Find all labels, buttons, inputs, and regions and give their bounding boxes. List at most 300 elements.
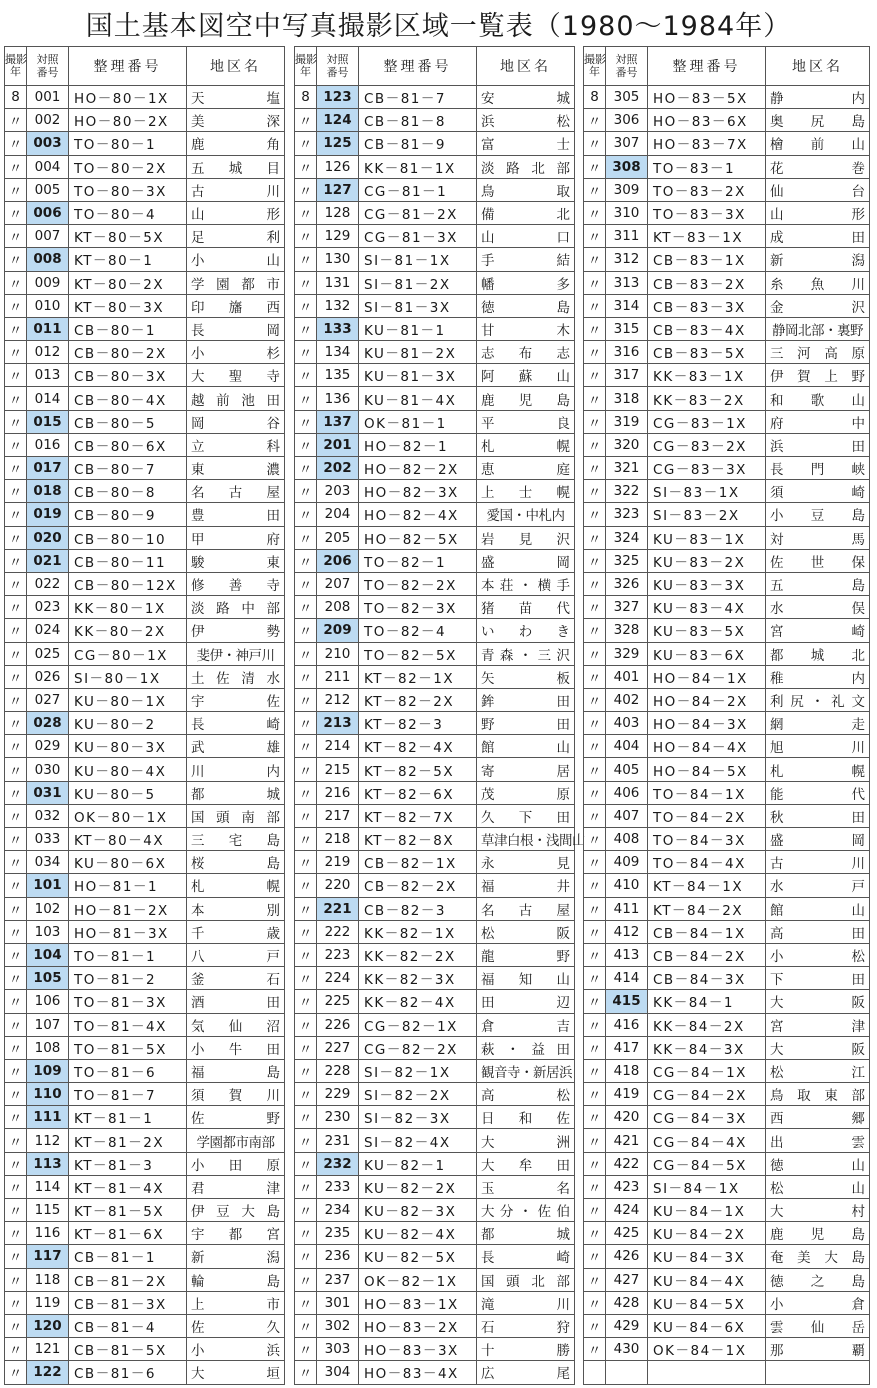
cell-target-number: 403 [606,712,648,735]
cell-year: 〃 [295,457,317,480]
table-row [584,1245,870,1268]
cell-code: TO－81－2 [69,967,187,990]
cell-target-number: 219 [317,851,359,874]
cell-code: TO－80－2X [69,155,187,178]
cell-year: 〃 [584,109,606,132]
cell-code: HO－81－3X [69,920,187,943]
cell-target-number: 326 [606,572,648,595]
cell-year: 〃 [5,688,27,711]
cell-area: 鳥取東部 [766,1083,870,1106]
cell-area: いわき [477,619,575,642]
table-row [584,1314,870,1337]
table-row [584,1152,870,1175]
table-row [584,735,870,758]
cell-year: 〃 [584,1175,606,1198]
table-row [5,271,285,294]
cell-area: 新潟 [766,248,870,271]
table-row [584,155,870,178]
cell-year: 〃 [295,1059,317,1082]
cell-target-number: 207 [317,572,359,595]
cell-target-number: 134 [317,341,359,364]
cell-target-number: 119 [27,1291,69,1314]
cell-year: 〃 [584,317,606,340]
cell-target-number: 133 [317,317,359,340]
cell-year: 〃 [584,1291,606,1314]
cell-year: 〃 [5,294,27,317]
cell-code: CB－80－2X [69,341,187,364]
cell-code: KT－82－3 [359,712,477,735]
table-row [5,86,285,109]
cell-year: 〃 [5,1291,27,1314]
table-row [295,225,575,248]
table-block-3 [583,46,870,1385]
cell-target-number: 232 [317,1152,359,1175]
cell-area: 仙台 [766,178,870,201]
cell-target-number: 001 [27,86,69,109]
table-row [295,364,575,387]
cell-target-number: 137 [317,410,359,433]
cell-target-number: 124 [317,109,359,132]
cell-year: 〃 [295,549,317,572]
cell-year: 〃 [295,619,317,642]
cell-area: 西郷 [766,1106,870,1129]
table-row [584,364,870,387]
table-row [5,1361,285,1384]
cell-target-number: 229 [317,1083,359,1106]
table-row [295,920,575,943]
cell-code: KK－83－1X [648,364,766,387]
cell-year: 〃 [295,804,317,827]
cell-area: 鹿児島 [477,387,575,410]
table-row [5,712,285,735]
cell-target-number: 429 [606,1314,648,1337]
cell-year: 〃 [295,665,317,688]
cell-code: TO－80－1 [69,132,187,155]
cell-target-number: 315 [606,317,648,340]
cell-code: KU－84－6X [648,1314,766,1337]
cell-area: 奄美大島 [766,1245,870,1268]
cell-year: 〃 [5,271,27,294]
cell-code: HO－83－1X [359,1291,477,1314]
cell-year: 〃 [5,1338,27,1361]
cell-target-number: 018 [27,480,69,503]
table-row [584,1106,870,1129]
cell-code: KU－83－1X [648,526,766,549]
header-target-number [27,47,69,86]
cell-target-number: 010 [27,294,69,317]
cell-code: TO－82－4 [359,619,477,642]
cell-target-number: 122 [27,1361,69,1384]
cell-code: TO－81－7 [69,1083,187,1106]
cell-year: 〃 [584,990,606,1013]
cell-code: CB－80－6X [69,433,187,456]
cell-code: CB－83－2X [648,271,766,294]
cell-year: 〃 [5,1106,27,1129]
cell-area: 名古屋 [187,480,285,503]
cell-target-number: 402 [606,688,648,711]
table-row [5,967,285,990]
table-row [295,178,575,201]
header-row [584,47,870,86]
cell-area: 学園都市 [187,271,285,294]
cell-target-number: 203 [317,480,359,503]
cell-year: 〃 [584,712,606,735]
cell-area: 土佐清水 [187,665,285,688]
header-area [766,47,870,86]
header-year-text: 年 [10,65,21,78]
cell-area: 網走 [766,712,870,735]
cell-year: 〃 [584,364,606,387]
table-row [584,317,870,340]
table-row [295,642,575,665]
cell-area: 桜島 [187,851,285,874]
table-row [5,109,285,132]
cell-area: 須崎 [766,480,870,503]
cell-target-number: 023 [27,596,69,619]
cell-target-number: 125 [317,132,359,155]
cell-area: 豊田 [187,503,285,526]
cell-area: 安城 [477,86,575,109]
cell-code: CG－82－2X [359,1036,477,1059]
table-row [5,1291,285,1314]
table-row [5,1013,285,1036]
table-row [584,897,870,920]
cell-code: CB－81－3X [69,1291,187,1314]
table-row [5,457,285,480]
cell-code: HO－82－2X [359,457,477,480]
cell-year: 〃 [5,201,27,224]
table-row [5,1129,285,1152]
cell-code: CB－81－7 [359,86,477,109]
cell-area: 出雲 [766,1129,870,1152]
cell-area: 山形 [187,201,285,224]
cell-code: KT－82－7X [359,804,477,827]
cell-area: 東濃 [187,457,285,480]
cell-area: 大聖寺 [187,364,285,387]
cell-area: 気仙沼 [187,1013,285,1036]
cell-code: KT－81－5X [69,1199,187,1222]
header-target-number-text: 番号 [326,66,349,79]
cell-year: 〃 [584,294,606,317]
cell-area: 滝川 [477,1291,575,1314]
cell-year: 〃 [295,178,317,201]
cell-area: 手結 [477,248,575,271]
cell-code: KT－80－5X [69,225,187,248]
cell-target-number: 413 [606,943,648,966]
cell-code: CG－84－2X [648,1083,766,1106]
cell-target-number: 209 [317,619,359,642]
cell-target-number: 113 [27,1152,69,1175]
cell-code: CB－81－8 [359,109,477,132]
table-row [584,549,870,572]
cell-target-number: 311 [606,225,648,248]
cell-area: 糸魚川 [766,271,870,294]
cell-target-number: 128 [317,201,359,224]
cell-target-number: 416 [606,1013,648,1036]
cell-target-number: 314 [606,294,648,317]
cell-code: CB－82－3 [359,897,477,920]
cell-code: KU－82－3X [359,1199,477,1222]
cell-target-number: 107 [27,1013,69,1036]
cell-area: 松江 [766,1059,870,1082]
cell-target-number: 409 [606,851,648,874]
cell-year: 〃 [295,1152,317,1175]
cell-target-number: 116 [27,1222,69,1245]
table-row [295,781,575,804]
cell-code: KU－81－1 [359,317,477,340]
table-row [584,1036,870,1059]
table-row [5,1036,285,1059]
cell-year: 〃 [295,897,317,920]
table-row [295,828,575,851]
table-row [584,804,870,827]
cell-code: CG－81－3X [359,225,477,248]
cell-area: 山形 [766,201,870,224]
table-row [295,503,575,526]
cell-year: 〃 [5,1175,27,1198]
cell-code: CB－80－3X [69,364,187,387]
cell-area: 国頭南部 [187,804,285,827]
cell-code: KT－84－1X [648,874,766,897]
header-year-text: 年 [589,65,600,78]
table-row [5,572,285,595]
cell-code: KU－80－6X [69,851,187,874]
cell-year: 〃 [584,480,606,503]
table-row [584,1361,870,1384]
cell-code: CB－80－7 [69,457,187,480]
cell-area: 鹿児島 [766,1222,870,1245]
cell-target-number: 030 [27,758,69,781]
header-row [295,47,575,86]
table-row [295,86,575,109]
cell-target-number: 120 [27,1314,69,1337]
table-row [584,248,870,271]
cell-target-number: 029 [27,735,69,758]
cell-area: 新潟 [187,1245,285,1268]
cell-code: CB－81－5X [69,1338,187,1361]
cell-area: 鉾田 [477,688,575,711]
table-row [5,178,285,201]
cell-code: SI－84－1X [648,1175,766,1198]
cell-target-number: 313 [606,271,648,294]
cell-code: CB－83－3X [648,294,766,317]
cell-year: 〃 [295,735,317,758]
cell-target-number: 127 [317,178,359,201]
cell-year: 〃 [295,851,317,874]
cell-year: 〃 [5,155,27,178]
cell-code: KK－84－1 [648,990,766,1013]
cell-year: 〃 [295,781,317,804]
table-row [584,1268,870,1291]
cell-year: 〃 [5,178,27,201]
table-row [584,109,870,132]
cell-area: 小田原 [187,1152,285,1175]
table-row [5,526,285,549]
cell-year: 〃 [584,155,606,178]
cell-target-number: 022 [27,572,69,595]
cell-target-number: 025 [27,642,69,665]
cell-code: KT－82－1X [359,665,477,688]
cell-target-number: 401 [606,665,648,688]
cell-year: 〃 [295,943,317,966]
cell-code: TO－84－2X [648,804,766,827]
cell-target-number: 205 [317,526,359,549]
table-row [5,201,285,224]
cell-year: 〃 [584,225,606,248]
table-row [295,1129,575,1152]
cell-code: KT－82－8X [359,828,477,851]
cell-target-number: 310 [606,201,648,224]
table-row [5,851,285,874]
cell-year: 〃 [584,874,606,897]
cell-code: KU－81－4X [359,387,477,410]
cell-target-number [606,1361,648,1384]
cell-year: 〃 [295,248,317,271]
table-row [5,1175,285,1198]
cell-code: CB－80－5 [69,410,187,433]
cell-code: HO－83－5X [648,86,766,109]
cell-code: TO－83－1 [648,155,766,178]
cell-target-number: 008 [27,248,69,271]
cell-area: 大分・佐伯 [477,1199,575,1222]
cell-year: 〃 [584,526,606,549]
cell-target-number: 109 [27,1059,69,1082]
table-row [295,804,575,827]
cell-year: 〃 [295,712,317,735]
cell-target-number: 404 [606,735,648,758]
table-row [295,1059,575,1082]
cell-year: 〃 [5,851,27,874]
cell-target-number: 112 [27,1129,69,1152]
cell-year: 8 [584,86,606,109]
cell-year: 〃 [295,1199,317,1222]
cell-year: 〃 [5,828,27,851]
cell-code: HO－83－7X [648,132,766,155]
table-row [584,86,870,109]
cell-area: 茂原 [477,781,575,804]
table-row [5,155,285,178]
cell-year: 〃 [295,1175,317,1198]
table-row [5,596,285,619]
cell-code: KU－82－5X [359,1245,477,1268]
cell-year: 〃 [295,596,317,619]
cell-year: 〃 [584,688,606,711]
cell-area: 萩・益田 [477,1036,575,1059]
cell-code: KU－80－4X [69,758,187,781]
table-row [295,1152,575,1175]
cell-target-number: 212 [317,688,359,711]
cell-code: HO－83－6X [648,109,766,132]
cell-year: 〃 [5,457,27,480]
cell-code: SI－82－4X [359,1129,477,1152]
cell-area: 富士 [477,132,575,155]
cell-area: 松山 [766,1175,870,1198]
cell-year: 〃 [295,1338,317,1361]
table-row [584,758,870,781]
area-table [294,46,585,1385]
cell-code: SI－82－3X [359,1106,477,1129]
cell-area: 倉吉 [477,1013,575,1036]
cell-year: 〃 [584,549,606,572]
cell-code: CB－81－2X [69,1268,187,1291]
cell-code: HO－83－4X [359,1361,477,1384]
cell-target-number: 118 [27,1268,69,1291]
cell-target-number: 101 [27,874,69,897]
cell-year: 〃 [584,503,606,526]
cell-target-number: 131 [317,271,359,294]
cell-year: 〃 [584,1059,606,1082]
cell-year: 〃 [5,503,27,526]
cell-area: 高松 [477,1083,575,1106]
cell-area: 静内 [766,86,870,109]
cell-target-number: 235 [317,1222,359,1245]
cell-target-number: 021 [27,549,69,572]
cell-year: 〃 [295,317,317,340]
cell-year: 〃 [295,480,317,503]
cell-target-number: 214 [317,735,359,758]
cell-area: 成田 [766,225,870,248]
cell-target-number: 408 [606,828,648,851]
cell-code: KK－82－3X [359,967,477,990]
table-row [5,781,285,804]
table-row [584,828,870,851]
header-code [359,47,477,86]
cell-area: 徳山 [766,1152,870,1175]
cell-area: 長岡 [187,317,285,340]
cell-year: 〃 [295,1361,317,1384]
cell-year: 〃 [584,1338,606,1361]
table-row [5,1152,285,1175]
cell-target-number: 325 [606,549,648,572]
table-row [295,1245,575,1268]
cell-code: CG－83－2X [648,433,766,456]
cell-area: 淡路中部 [187,596,285,619]
cell-code: CB－80－1 [69,317,187,340]
cell-target-number: 425 [606,1222,648,1245]
cell-code: KU－84－2X [648,1222,766,1245]
table-row [295,109,575,132]
cell-year: 〃 [295,201,317,224]
table-row [584,572,870,595]
table-row [5,1245,285,1268]
cell-area: 福知山 [477,967,575,990]
cell-area: 国頭北部 [477,1268,575,1291]
cell-area: 宮崎 [766,619,870,642]
cell-year: 〃 [295,1129,317,1152]
header-year [5,47,27,86]
cell-target-number: 011 [27,317,69,340]
cell-area: 高田 [766,920,870,943]
cell-code: KU－81－3X [359,364,477,387]
cell-code: KK－84－2X [648,1013,766,1036]
cell-target-number: 319 [606,410,648,433]
cell-area: 水戸 [766,874,870,897]
cell-code: KT－83－1X [648,225,766,248]
cell-target-number: 422 [606,1152,648,1175]
cell-year: 〃 [5,897,27,920]
cell-area: 三河高原 [766,341,870,364]
cell-code: TO－84－4X [648,851,766,874]
cell-code: KU－84－3X [648,1245,766,1268]
table-row [295,1199,575,1222]
table-row [584,851,870,874]
cell-year: 〃 [584,132,606,155]
cell-year: 〃 [584,1083,606,1106]
table-row [5,735,285,758]
cell-year: 8 [5,86,27,109]
cell-code: CG－83－1X [648,410,766,433]
table-row [584,596,870,619]
